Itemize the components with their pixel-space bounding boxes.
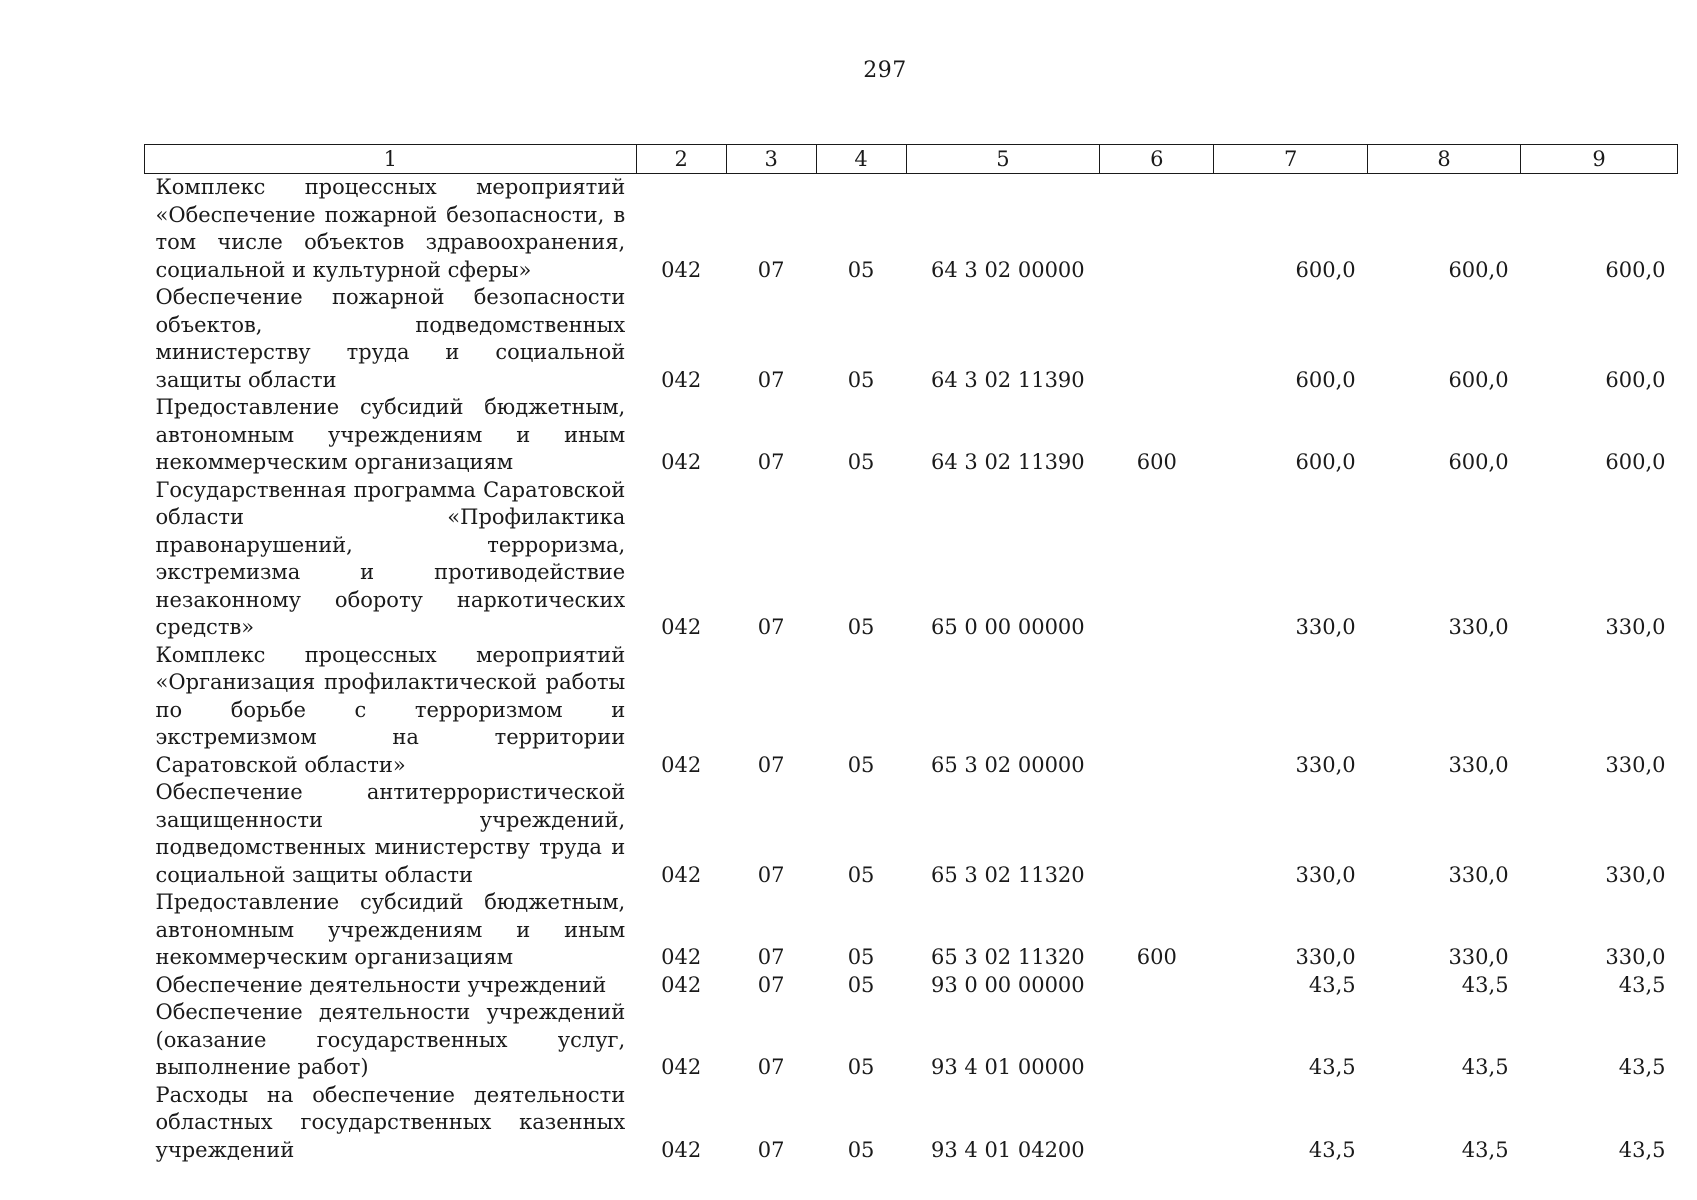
row-amount-3: 600,0 bbox=[1605, 257, 1666, 282]
row-amount-3: 330,0 bbox=[1605, 945, 1666, 969]
row-amount-1: 330,0 bbox=[1295, 945, 1356, 969]
row-amount-2: 330,0 bbox=[1448, 615, 1509, 639]
row-subsection-code: 05 bbox=[847, 862, 875, 887]
row-amount-1: 600,0 bbox=[1295, 257, 1356, 282]
row-amount-3: 43,5 bbox=[1618, 1137, 1666, 1162]
row-target-code: 65 3 02 11320 bbox=[931, 862, 1085, 887]
row-ministry-code: 042 bbox=[661, 1137, 702, 1162]
row-section-code: 07 bbox=[757, 257, 785, 282]
table-body bbox=[145, 174, 1678, 1165]
row-amount-2: 43,5 bbox=[1461, 1055, 1509, 1079]
row-amount-2: 43,5 bbox=[1461, 1137, 1509, 1162]
table-header bbox=[145, 145, 1678, 174]
row-description: Предоставление субсидий бюджетным, автономным учреждениям и иным некоммерческим организациям bbox=[155, 890, 626, 969]
row-expense-type bbox=[1100, 284, 1214, 394]
row-section-code: 07 bbox=[757, 615, 785, 639]
row-description: Обеспечение деятельности учреждений bbox=[155, 972, 607, 997]
table-row bbox=[145, 284, 1678, 394]
row-description: Обеспечение пожарной безопасности объектов, подведомственных министерству труда и социальной защиты области bbox=[155, 285, 626, 392]
header-cell-3: 3 bbox=[726, 145, 816, 174]
row-subsection-code: 05 bbox=[847, 615, 875, 639]
row-amount-2: 330,0 bbox=[1448, 945, 1509, 969]
row-expense-type bbox=[1100, 1082, 1214, 1165]
row-amount-1: 43,5 bbox=[1308, 1055, 1356, 1079]
row-amount-1: 330,0 bbox=[1295, 862, 1356, 887]
row-description: Обеспечение антитеррористической защищенности учреждений, подведомственных министерству труда и социальной защиты области bbox=[155, 780, 626, 887]
header-cell-6: 6 bbox=[1100, 145, 1214, 174]
row-section-code: 07 bbox=[757, 1137, 785, 1162]
row-target-code: 93 4 01 00000 bbox=[931, 1055, 1085, 1079]
row-amount-3: 330,0 bbox=[1605, 862, 1666, 887]
row-amount-3: 600,0 bbox=[1605, 367, 1666, 392]
table-row bbox=[145, 642, 1678, 780]
row-subsection-code: 05 bbox=[847, 972, 875, 997]
table-row bbox=[145, 999, 1678, 1082]
header-cell-8: 8 bbox=[1368, 145, 1521, 174]
row-target-code: 65 3 02 00000 bbox=[931, 752, 1085, 777]
budget-table-container bbox=[144, 144, 1678, 1164]
row-description: Комплекс процессных мероприятий «Обеспечение пожарной безопасности, в том числе объектов здравоохранения, социальной и культурной сферы» bbox=[155, 175, 626, 282]
row-ministry-code: 042 bbox=[661, 862, 702, 887]
budget-table bbox=[144, 144, 1678, 1164]
row-target-code: 64 3 02 00000 bbox=[931, 257, 1085, 282]
row-amount-1: 330,0 bbox=[1295, 615, 1356, 639]
header-cell-9: 9 bbox=[1521, 145, 1678, 174]
row-section-code: 07 bbox=[757, 972, 785, 997]
row-ministry-code: 042 bbox=[661, 945, 702, 969]
row-target-code: 65 0 00 00000 bbox=[931, 615, 1085, 639]
row-description: Комплекс процессных мероприятий «Организация профилактической работы по борьбе с терроризмом и экстремизмом на территории Саратовской области» bbox=[155, 642, 626, 777]
row-amount-2: 600,0 bbox=[1448, 367, 1509, 392]
row-expense-type bbox=[1100, 999, 1214, 1082]
row-section-code: 07 bbox=[757, 945, 785, 969]
row-description: Государственная программа Саратовской области «Профилактика правонарушений, терроризма, экстремизма и противодействие незаконному обороту наркотических средств» bbox=[155, 477, 626, 639]
row-section-code: 07 bbox=[757, 450, 785, 474]
row-ministry-code: 042 bbox=[661, 752, 702, 777]
row-amount-3: 330,0 bbox=[1605, 615, 1666, 639]
row-amount-3: 43,5 bbox=[1618, 1055, 1666, 1079]
row-expense-type: 600 bbox=[1136, 450, 1177, 474]
row-ministry-code: 042 bbox=[661, 367, 702, 392]
row-target-code: 93 0 00 00000 bbox=[931, 972, 1085, 997]
row-subsection-code: 05 bbox=[847, 752, 875, 777]
row-ministry-code: 042 bbox=[661, 615, 702, 639]
row-description: Предоставление субсидий бюджетным, автономным учреждениям и иным некоммерческим организациям bbox=[155, 395, 626, 474]
row-target-code: 64 3 02 11390 bbox=[931, 450, 1085, 474]
row-target-code: 93 4 01 04200 bbox=[931, 1137, 1085, 1162]
row-ministry-code: 042 bbox=[661, 972, 702, 997]
header-cell-7: 7 bbox=[1214, 145, 1368, 174]
row-expense-type bbox=[1100, 779, 1214, 889]
row-amount-2: 43,5 bbox=[1461, 972, 1509, 997]
row-expense-type bbox=[1100, 477, 1214, 642]
row-amount-1: 600,0 bbox=[1295, 367, 1356, 392]
row-subsection-code: 05 bbox=[847, 1055, 875, 1079]
header-cell-4: 4 bbox=[816, 145, 906, 174]
row-subsection-code: 05 bbox=[847, 257, 875, 282]
header-cell-1: 1 bbox=[145, 145, 637, 174]
row-subsection-code: 05 bbox=[847, 1137, 875, 1162]
row-ministry-code: 042 bbox=[661, 450, 702, 474]
table-row bbox=[145, 889, 1678, 972]
row-section-code: 07 bbox=[757, 752, 785, 777]
row-section-code: 07 bbox=[757, 1055, 785, 1079]
row-target-code: 64 3 02 11390 bbox=[931, 367, 1085, 392]
table-row bbox=[145, 779, 1678, 889]
row-amount-3: 330,0 bbox=[1605, 752, 1666, 777]
row-amount-2: 600,0 bbox=[1448, 450, 1509, 474]
row-amount-3: 600,0 bbox=[1605, 450, 1666, 474]
row-amount-1: 43,5 bbox=[1308, 1137, 1356, 1162]
row-description: Расходы на обеспечение деятельности областных государственных казенных учреждений bbox=[155, 1082, 626, 1162]
row-section-code: 07 bbox=[757, 367, 785, 392]
table-row bbox=[145, 972, 1678, 1000]
row-ministry-code: 042 bbox=[661, 257, 702, 282]
row-subsection-code: 05 bbox=[847, 945, 875, 969]
row-expense-type bbox=[1100, 972, 1214, 1000]
row-amount-2: 330,0 bbox=[1448, 752, 1509, 777]
table-row bbox=[145, 394, 1678, 477]
row-expense-type bbox=[1100, 642, 1214, 780]
row-expense-type bbox=[1100, 174, 1214, 285]
row-description: Обеспечение деятельности учреждений (оказание государственных услуг, выполнение работ) bbox=[155, 1000, 626, 1079]
row-target-code: 65 3 02 11320 bbox=[931, 945, 1085, 969]
row-subsection-code: 05 bbox=[847, 367, 875, 392]
header-cell-2: 2 bbox=[636, 145, 726, 174]
row-expense-type: 600 bbox=[1136, 945, 1177, 969]
row-amount-2: 330,0 bbox=[1448, 862, 1509, 887]
row-section-code: 07 bbox=[757, 862, 785, 887]
row-amount-3: 43,5 bbox=[1618, 972, 1666, 997]
row-amount-2: 600,0 bbox=[1448, 257, 1509, 282]
header-cell-5: 5 bbox=[906, 145, 1100, 174]
row-subsection-code: 05 bbox=[847, 450, 875, 474]
row-ministry-code: 042 bbox=[661, 1055, 702, 1079]
header-row bbox=[145, 145, 1678, 174]
row-amount-1: 600,0 bbox=[1295, 450, 1356, 474]
row-amount-1: 43,5 bbox=[1308, 972, 1356, 997]
page-number: 297 bbox=[863, 58, 907, 83]
table-row bbox=[145, 477, 1678, 642]
table-row bbox=[145, 174, 1678, 285]
table-row bbox=[145, 1082, 1678, 1165]
row-amount-1: 330,0 bbox=[1295, 752, 1356, 777]
